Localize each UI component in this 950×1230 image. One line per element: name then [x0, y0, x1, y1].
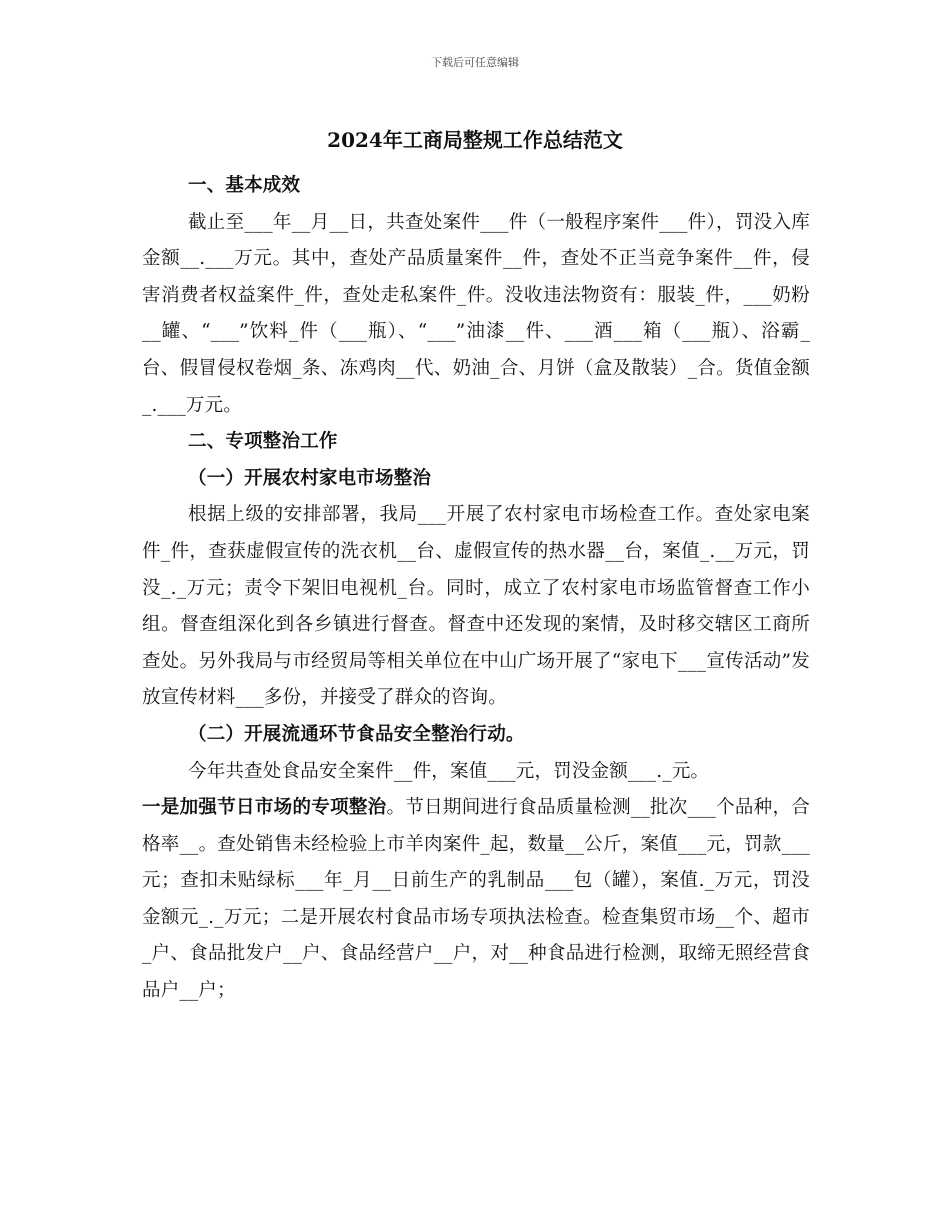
section-heading-basic-results: 一、基本成效 — [188, 175, 301, 196]
subsection-heading-appliance-market: （一）开展农村家电市场整治 — [188, 467, 432, 489]
holiday-market-text: 。节日期间进行食品质量检测__批次___个品种，合格率__。查处销售未经检验上市羊肉案件_起，数量__公斤，案值___元，罚款___元；查扣未贴绿标___年_月__日前生产的乳制品___包（罐），案值._万元，罚没金额元_._万元；二是开展农村食品市场专项执法检查。检查集贸市场__个、超市_户、食品批发户__户、食品经营户__户，对__种食品进行检测，取缔无照经营食品户__户； — [142, 797, 810, 1002]
watermark-text: 下载后可任意编辑 — [431, 56, 519, 69]
section-heading-special-rectification: 二、专项整治工作 — [188, 431, 338, 453]
subsection-heading-food-safety: （二）开展流通环节食品安全整治行动。 — [188, 723, 525, 745]
paragraph-basic-results: 截止至___年__月__日，共查处案件___件（一般程序案件___件），罚没入库金额__.___万元。其中，查处产品质量案件__件，查处不正当竞争案件__件，侵害消费者权益案件_件，查处走私案件_件。没收违法物资有：服装_件，___奶粉__罐、“___”饮料_件（___瓶）、“___”油漆__件、___酒___箱（___瓶）、浴霸_台、假冒侵权卷烟_条、冻鸡肉__代、奶油_合、月饼（盒及散装）_合。货值金额_.___万元。 — [142, 211, 810, 416]
document-title: 2024年工商局整规工作总结范文 — [327, 128, 623, 152]
document-body — [142, 168, 810, 1010]
paragraph-appliance-market: 根据上级的安排部署，我局___开展了农村家电市场检查工作。查处家电案件_件，查获虚假宣传的洗衣机__台、虚假宣传的热水器__台，案值_.__万元，罚没_._万元；责令下架旧电视机_台。同时，成立了农村家电市场监管督查工作小组。督查组深化到各乡镇进行督查。督查中还发现的案情，及时移交辖区工商所查处。另外我局与市经贸局等相关单位在中山广场开展了“家电下___宣传活动”发放宣传材料___多份，并接受了群众的咨询。 — [142, 504, 810, 709]
paragraph-food-safety-summary: 今年共查处食品安全案件__件，案值___元，罚没金额___._元。 — [188, 760, 710, 782]
paragraph-holiday-market — [142, 790, 810, 1010]
holiday-market-lead: 一是加强节日市场的专项整治 — [142, 797, 387, 819]
